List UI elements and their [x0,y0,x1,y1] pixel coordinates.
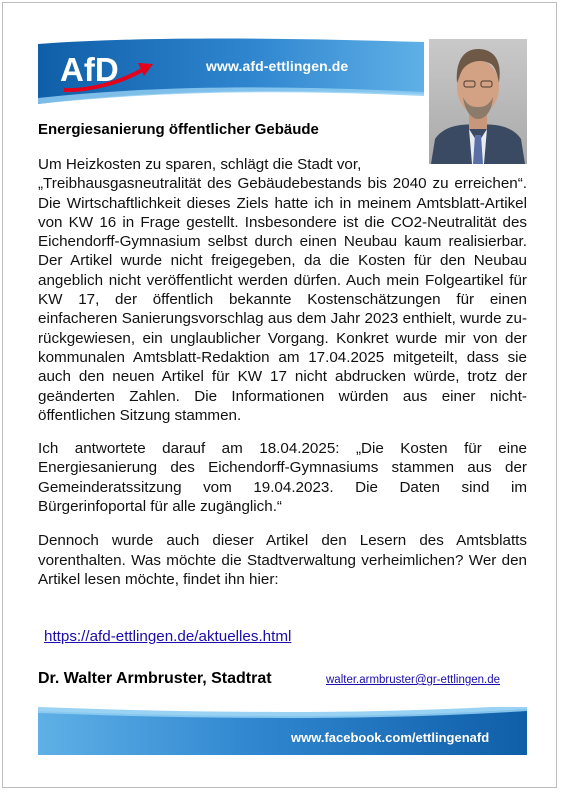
facebook-url[interactable]: www.facebook.com/ettlingenafd [291,730,490,745]
article-title: Energiesanierung öffentlicher Gebäude [38,121,319,138]
article-body [38,155,527,604]
author-signature: Dr. Walter Armbruster, Stadtrat [38,670,272,687]
paragraph-1-first-line: Um Heizkosten zu sparen, schlägt die Stadt vor, [38,156,362,173]
logo-text: AfD [60,51,119,88]
article-paragraph-1 [38,155,527,425]
site-url[interactable]: www.afd-ettlingen.de [206,58,349,74]
author-portrait [429,39,527,164]
author-email-link[interactable]: walter.armbruster@gr-ettlingen.de [326,674,501,686]
paragraph-1-rest: „Treibhausgasneutralität des Gebäudebestands bis 2040 zu erreichen“. Die Wirtschaftlichkeit dieses Ziels hatte ich in meinem Amtsblatt-Artikel von KW 16 in Frage gestellt. Insbesondere ist die CO2-Neutralität des Eichendorff-Gymnasium selbst durch einen Neubau kaum realisierbar. Der Artikel wurde nicht freigegeben, da die Kosten für den Neubau angeblich nicht veröffentlicht werden dürfen. Auch mein Folgeartikel für KW 17, der öffentlich bekannte Kostenschätzungen für einen einfacheren Sanierungsvorschlag aus dem Jahr 2023 enthielt, wurde zurückgewiesen, ein unglaublicher Vorgang. Konkret wurde mir von der kommunalen Amtsblatt-Redaktion am 17.04.2025 mitgeteilt, dass sie auch den neuen Artikel für KW 17 nicht abdrucken würde, trotz der geänderten Zahlen. Die Informationen würden aus einer nicht-öffentlichen Sitzung stammen. [38,175,527,424]
article-link[interactable]: https://afd-ettlingen.de/aktuelles.html [44,628,292,645]
afd-logo [58,47,158,93]
article-paragraph-2: Ich antwortete darauf am 18.04.2025: „Die Kosten für eine Energiesanierung des Eichendorff-Gymnasiums stammen aus der Gemeinderatssitzung vom 19.04.2023. Die Daten sind im Bürgerinfoportal für alle zugänglich.“ [38,440,527,516]
article-paragraph-3: Dennoch wurde auch dieser Artikel den Lesern des Amtsblatts vorenthalten. Was möchte die Stadtverwaltung verheimlichen? Wer den Artikel lesen möchte, findet ihn hier: [38,532,527,588]
